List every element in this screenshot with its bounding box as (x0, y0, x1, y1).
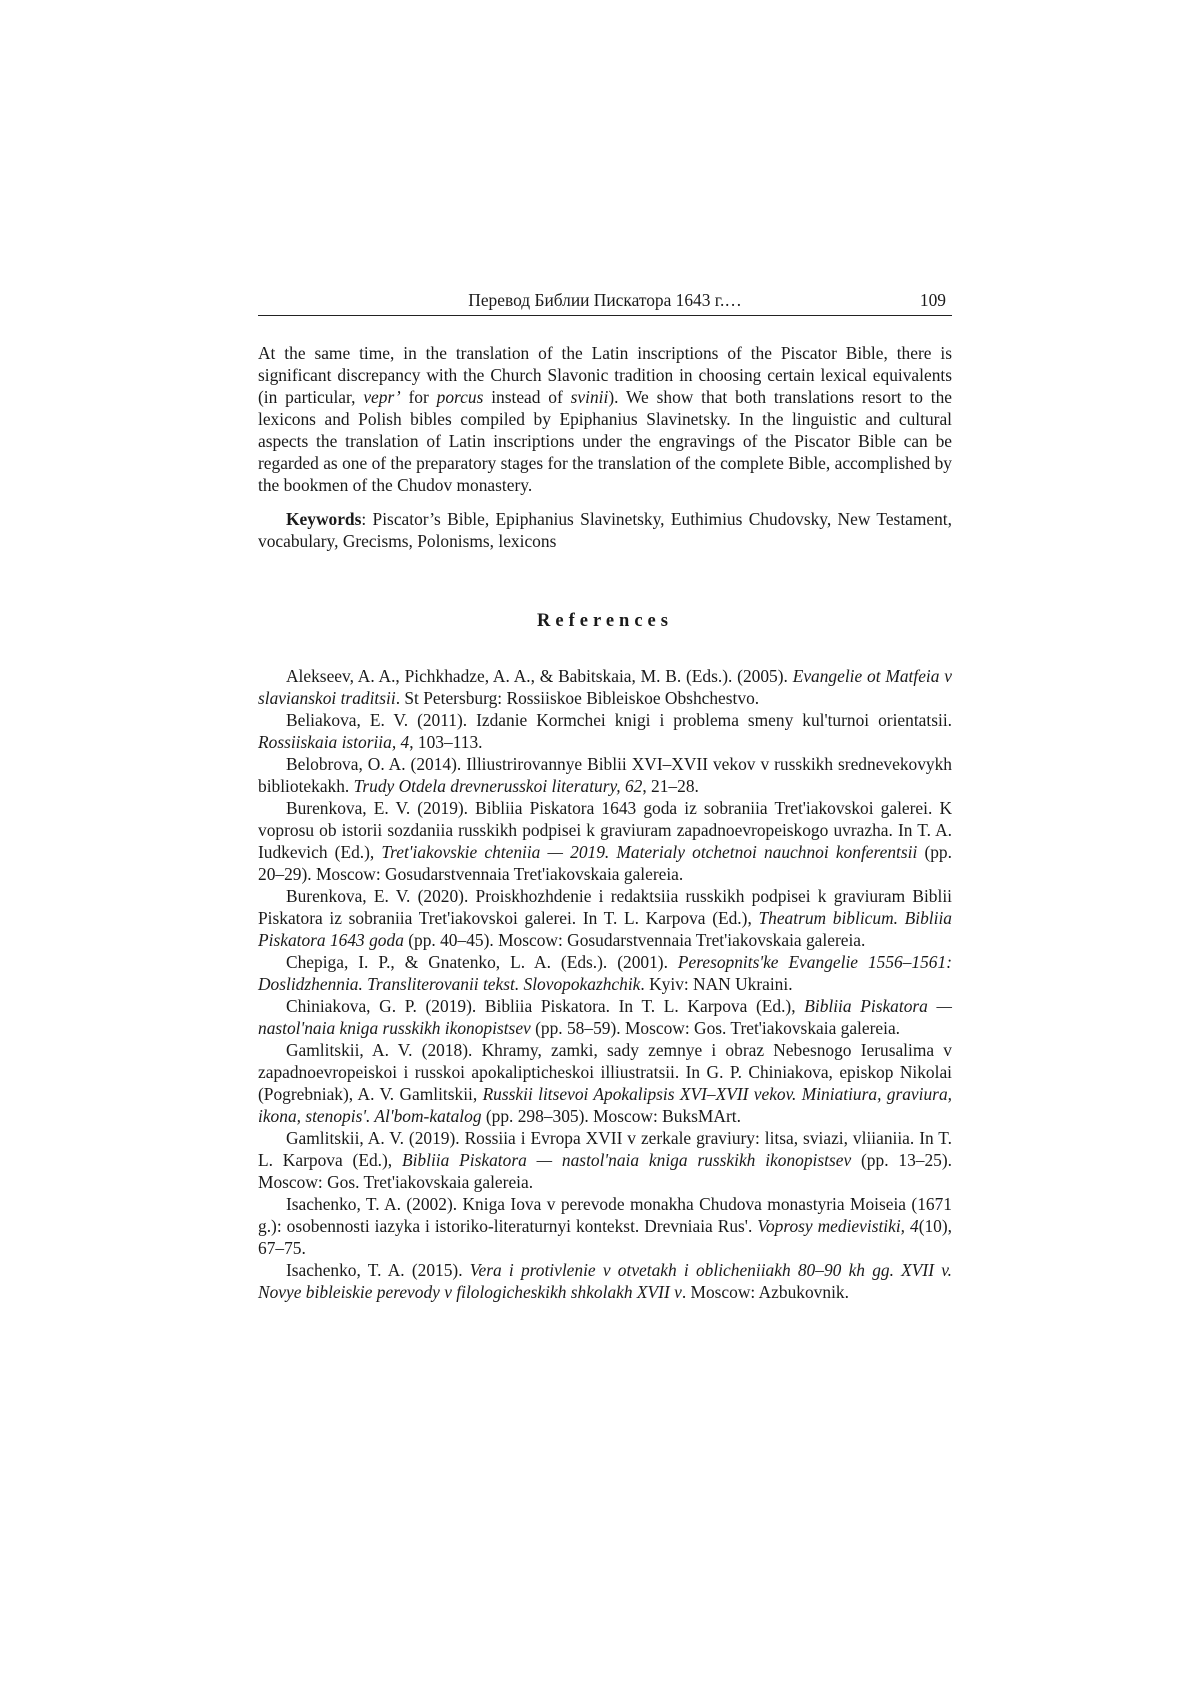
italic-text: Evangelie ot Matfeia v slavianskoi traditsii (258, 666, 952, 708)
text-run: Chepiga, I. P., & Gnatenko, L. A. (Eds.). (2001). (286, 952, 678, 972)
italic-text: vepr’ (363, 387, 401, 407)
reference-item (258, 1039, 952, 1127)
text-run: ). We show that both translations resort to the lexicons and Polish bibles compiled by Epiphanius Slavinetsky. In the linguistic and cultural aspects the translation of Latin inscriptions under the engravings of the Piscator Bible can be regarded as one of the preparatory stages for the translation of the complete Bible, accomplished by the bookmen of the Chudov monastery. (258, 387, 952, 495)
reference-item (258, 1127, 952, 1193)
italic-text: Voprosy medievistiki, 4 (757, 1216, 919, 1236)
journal-page (258, 289, 952, 1303)
text-run: At the same time, in the translation of the Latin inscriptions of the Piscator Bible, there is significant discrepancy with the Church Slavonic tradition in choosing certain lexical equivalents (in particular, (258, 343, 952, 407)
text-run: . Moscow: Azbukovnik. (681, 1282, 849, 1302)
italic-text: porcus (436, 387, 484, 407)
italic-text: Theatrum biblicum. Bibliia Piskatora 1643 goda (258, 908, 952, 950)
italic-text: Bibliia Piskatora — nastol'naia kniga russkikh ikonopistsev (258, 996, 952, 1038)
italic-text: Peresopnits'ke Evangelie 1556–1561: Doslidzhennia. Transliterovanii tekst. Slovopokazhchik (258, 952, 952, 994)
text-run: Isachenko, T. A. (2002). Kniga Iova v perevode monakha Chudova monastyria Moiseia (1671 g.): osobennosti iazyka i istoriko-literaturnyi kontekst. Drevniaia Rus'. (258, 1194, 952, 1236)
reference-item (258, 753, 952, 797)
text-run: Alekseev, A. A., Pichkhadze, A. A., & Babitskaia, M. B. (Eds.). (2005). (286, 666, 793, 686)
text-run: Gamlitskii, A. V. (2019). Rossiia i Evropa XVII v zerkale graviury: litsa, sviazi, vliianiia. In T. L. Karpova (Ed.), (258, 1128, 952, 1170)
text-run: Gamlitskii, A. V. (2018). Khramy, zamki, sady zemnye i obraz Nebesnogo Ierusalima v zapadnoevropeiskoi i russkoi apokalipticheskoi illiustratsii. In G. P. Chiniakova, episkop Nikolai (Pogrebniak), A. V. Gamlitskii, (258, 1040, 952, 1104)
text-run: instead of (483, 387, 571, 407)
italic-text: Russkii litsevoi Apokalipsis XVI–XVII vekov. Miniatiura, graviura, ikona, stenopis'. Al'bom-katalog (258, 1084, 952, 1126)
text-run: Beliakova, E. V. (2011). Izdanie Kormchei knigi i problema smeny kul'turnoi orientatsii. (286, 710, 952, 730)
text-run: (pp. 13–25). Moscow: Gos. Tret'iakovskaia galereia. (258, 1150, 952, 1192)
running-header (258, 289, 952, 316)
keywords-paragraph (258, 508, 952, 552)
reference-item (258, 665, 952, 709)
reference-item (258, 1193, 952, 1259)
text-run: Belobrova, O. A. (2014). Illiustrirovannye Biblii XVI–XVII vekov v russkikh srednevekovykh bibliotekakh. (258, 754, 952, 796)
reference-item (258, 797, 952, 885)
running-title: Перевод Библии Пискатора 1643 г.… (468, 290, 742, 310)
reference-item (258, 709, 952, 753)
text-run: Chiniakova, G. P. (2019). Bibliia Piskatora. In T. L. Karpova (Ed.), (286, 996, 805, 1016)
text-run: , 103–113. (409, 732, 483, 752)
italic-text: Tret'iakovskie chteniia — 2019. Materialy otchetnoi nauchnoi konferentsii (381, 842, 918, 862)
text-run: . St Petersburg: Rossiiskoe Bibleiskoe Obshchestvo. (395, 688, 760, 708)
references-heading: References (537, 611, 673, 631)
text-run: Isachenko, T. A. (2015). (286, 1260, 470, 1280)
text-run: (pp. 298–305). Moscow: BuksMArt. (481, 1106, 741, 1126)
text-run: (pp. 58–59). Moscow: Gos. Tret'iakovskaia galereia. (530, 1018, 901, 1038)
text-run: (pp. 20–29). Moscow: Gosudarstvennaia Tret'iakovskaia galereia. (258, 842, 952, 884)
text-run: . Kyiv: NAN Ukraini. (640, 974, 793, 994)
text-run: (10), 67–75. (258, 1216, 953, 1258)
text-run: , 21–28. (642, 776, 699, 796)
italic-text: Vera i protivlenie v otvetakh i oblicheniiakh 80–90 kh gg. XVII v. Novye bibleiskie perevody v filologicheskikh shkolakh XVII v (258, 1260, 952, 1302)
abstract-continuation (258, 342, 952, 496)
reference-item (258, 885, 952, 951)
reference-item (258, 1259, 952, 1303)
page-number: 109 (919, 290, 946, 310)
text-run: for (400, 387, 437, 407)
keywords-label: Keywords (286, 509, 362, 529)
text-run: Burenkova, E. V. (2019). Bibliia Piskatora 1643 goda iz sobraniia Tret'iakovskoi galerei. K voprosu ob istorii sozdaniia russkikh podpisei k graviuram zapadnoevropeiskogo uvrazha. In T. A. Iudkevich (Ed.), (258, 798, 952, 862)
italic-text: Bibliia Piskatora — nastol'naia kniga russkikh ikonopistsev (401, 1150, 852, 1170)
italic-text: Rossiiskaia istoriia, 4 (258, 732, 410, 752)
text-run: (pp. 40–45). Moscow: Gosudarstvennaia Tret'iakovskaia galereia. (403, 930, 866, 950)
italic-text: Trudy Otdela drevnerusskoi literatury, 62 (353, 776, 643, 796)
reference-item (258, 995, 952, 1039)
keywords-text: : Piscator’s Bible, Epiphanius Slavinetsky, Euthimius Chudovsky, New Testament, vocabulary, Grecisms, Polonisms, lexicons (258, 509, 952, 551)
text-run: Burenkova, E. V. (2020). Proiskhozhdenie i redaktsiia russkikh podpisei k graviuram Biblii Piskatora iz sobraniia Tret'iakovskoi galerei. In T. L. Karpova (Ed.), (258, 886, 952, 928)
reference-list (258, 665, 952, 1303)
italic-text: svinii (570, 387, 609, 407)
reference-item (258, 951, 952, 995)
